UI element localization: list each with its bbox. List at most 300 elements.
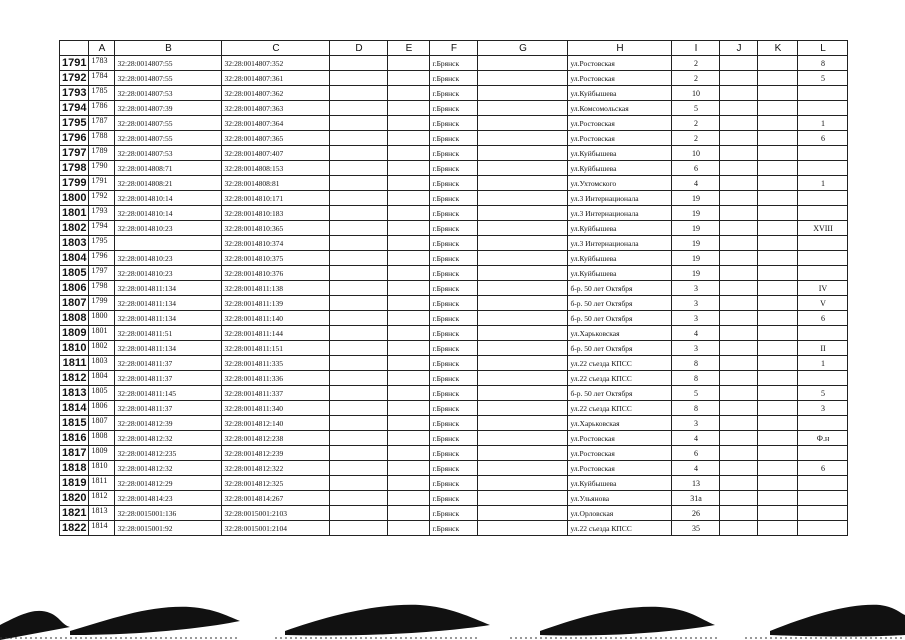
cell-k[interactable] <box>758 176 798 191</box>
cell-l[interactable] <box>798 266 848 281</box>
cell-a[interactable]: 1792 <box>89 191 115 206</box>
cell-i[interactable]: 13 <box>672 476 720 491</box>
cell-c[interactable]: 32:28:0014810:183 <box>222 206 330 221</box>
cell-f[interactable]: г.Брянск <box>430 491 478 506</box>
cell-l[interactable]: 5 <box>798 71 848 86</box>
cell-c[interactable]: 32:28:0014807:362 <box>222 86 330 101</box>
cell-j[interactable] <box>720 491 758 506</box>
cell-f[interactable]: г.Брянск <box>430 401 478 416</box>
column-header-h[interactable]: H <box>568 41 672 56</box>
cell-g[interactable] <box>478 401 568 416</box>
cell-g[interactable] <box>478 461 568 476</box>
cell-k[interactable] <box>758 131 798 146</box>
cell-a[interactable]: 1788 <box>89 131 115 146</box>
cell-h[interactable]: ул.Куйбышева <box>568 86 672 101</box>
cell-e[interactable] <box>388 56 430 71</box>
cell-g[interactable] <box>478 506 568 521</box>
cell-i[interactable]: 8 <box>672 401 720 416</box>
cell-d[interactable] <box>330 281 388 296</box>
cell-l[interactable] <box>798 416 848 431</box>
cell-a[interactable]: 1796 <box>89 251 115 266</box>
cell-d[interactable] <box>330 221 388 236</box>
cell-k[interactable] <box>758 416 798 431</box>
cell-e[interactable] <box>388 371 430 386</box>
cell-b[interactable]: 32:28:0014811:134 <box>115 281 222 296</box>
cell-h[interactable]: ул.Ростовская <box>568 56 672 71</box>
cell-j[interactable] <box>720 311 758 326</box>
cell-f[interactable]: г.Брянск <box>430 326 478 341</box>
cell-g[interactable] <box>478 281 568 296</box>
cell-i[interactable]: 4 <box>672 461 720 476</box>
cell-b[interactable]: 32:28:0014810:23 <box>115 221 222 236</box>
cell-d[interactable] <box>330 146 388 161</box>
cell-j[interactable] <box>720 266 758 281</box>
cell-h[interactable]: ул.Ростовская <box>568 71 672 86</box>
cell-e[interactable] <box>388 431 430 446</box>
cell-h[interactable]: ул.Харьковская <box>568 326 672 341</box>
cell-c[interactable]: 32:28:0014811:340 <box>222 401 330 416</box>
cell-c[interactable]: 32:28:0014812:140 <box>222 416 330 431</box>
cell-d[interactable] <box>330 401 388 416</box>
cell-f[interactable]: г.Брянск <box>430 311 478 326</box>
cell-l[interactable] <box>798 191 848 206</box>
cell-c[interactable]: 32:28:0014807:365 <box>222 131 330 146</box>
cell-j[interactable] <box>720 506 758 521</box>
cell-b[interactable]: 32:28:0014812:32 <box>115 461 222 476</box>
cell-b[interactable]: 32:28:0014811:37 <box>115 356 222 371</box>
cell-l[interactable]: II <box>798 341 848 356</box>
cell-h[interactable]: ул.Ростовская <box>568 131 672 146</box>
cell-i[interactable]: 3 <box>672 416 720 431</box>
cell-e[interactable] <box>388 161 430 176</box>
cell-j[interactable] <box>720 431 758 446</box>
cell-a[interactable]: 1799 <box>89 296 115 311</box>
row-number[interactable]: 1810 <box>60 341 89 356</box>
cell-e[interactable] <box>388 86 430 101</box>
column-header-f[interactable]: F <box>430 41 478 56</box>
cell-g[interactable] <box>478 521 568 536</box>
cell-h[interactable]: ул.3 Интернационала <box>568 206 672 221</box>
row-number[interactable]: 1805 <box>60 266 89 281</box>
cell-b[interactable]: 32:28:0014812:39 <box>115 416 222 431</box>
cell-g[interactable] <box>478 101 568 116</box>
cell-a[interactable]: 1783 <box>89 56 115 71</box>
cell-a[interactable]: 1810 <box>89 461 115 476</box>
cell-l[interactable] <box>798 161 848 176</box>
cell-d[interactable] <box>330 296 388 311</box>
cell-g[interactable] <box>478 236 568 251</box>
cell-h[interactable]: ул.Ростовская <box>568 116 672 131</box>
cell-f[interactable]: г.Брянск <box>430 116 478 131</box>
cell-k[interactable] <box>758 371 798 386</box>
cell-a[interactable]: 1808 <box>89 431 115 446</box>
cell-f[interactable]: г.Брянск <box>430 476 478 491</box>
column-header-b[interactable]: B <box>115 41 222 56</box>
cell-e[interactable] <box>388 191 430 206</box>
cell-e[interactable] <box>388 341 430 356</box>
cell-j[interactable] <box>720 476 758 491</box>
cell-g[interactable] <box>478 371 568 386</box>
cell-g[interactable] <box>478 431 568 446</box>
column-header-d[interactable]: D <box>330 41 388 56</box>
cell-e[interactable] <box>388 206 430 221</box>
cell-j[interactable] <box>720 401 758 416</box>
cell-i[interactable]: 4 <box>672 176 720 191</box>
cell-k[interactable] <box>758 86 798 101</box>
row-number[interactable]: 1802 <box>60 221 89 236</box>
cell-l[interactable] <box>798 86 848 101</box>
cell-h[interactable]: ул.22 съезда КПСС <box>568 356 672 371</box>
cell-b[interactable]: 32:28:0014807:55 <box>115 56 222 71</box>
cell-h[interactable]: ул.Куйбышева <box>568 266 672 281</box>
cell-d[interactable] <box>330 356 388 371</box>
cell-c[interactable]: 32:28:0014811:144 <box>222 326 330 341</box>
cell-l[interactable] <box>798 251 848 266</box>
cell-k[interactable] <box>758 206 798 221</box>
row-number[interactable]: 1793 <box>60 86 89 101</box>
cell-l[interactable] <box>798 101 848 116</box>
cell-f[interactable]: г.Брянск <box>430 281 478 296</box>
cell-h[interactable]: ул.Ульянова <box>568 491 672 506</box>
cell-f[interactable]: г.Брянск <box>430 206 478 221</box>
cell-h[interactable]: ул.Ростовская <box>568 446 672 461</box>
cell-l[interactable] <box>798 371 848 386</box>
cell-a[interactable]: 1793 <box>89 206 115 221</box>
column-header-a[interactable]: A <box>89 41 115 56</box>
cell-g[interactable] <box>478 161 568 176</box>
cell-e[interactable] <box>388 296 430 311</box>
cell-e[interactable] <box>388 251 430 266</box>
cell-k[interactable] <box>758 341 798 356</box>
cell-i[interactable]: 5 <box>672 386 720 401</box>
cell-e[interactable] <box>388 476 430 491</box>
cell-b[interactable]: 32:28:0014811:145 <box>115 386 222 401</box>
cell-d[interactable] <box>330 491 388 506</box>
cell-l[interactable]: 1 <box>798 356 848 371</box>
cell-d[interactable] <box>330 191 388 206</box>
row-number[interactable]: 1799 <box>60 176 89 191</box>
cell-f[interactable]: г.Брянск <box>430 386 478 401</box>
cell-i[interactable]: 26 <box>672 506 720 521</box>
cell-b[interactable]: 32:28:0014810:14 <box>115 191 222 206</box>
cell-c[interactable]: 32:28:0014812:239 <box>222 446 330 461</box>
cell-e[interactable] <box>388 356 430 371</box>
cell-g[interactable] <box>478 146 568 161</box>
cell-g[interactable] <box>478 116 568 131</box>
cell-f[interactable]: г.Брянск <box>430 56 478 71</box>
cell-k[interactable] <box>758 311 798 326</box>
cell-l[interactable]: V <box>798 296 848 311</box>
row-number[interactable]: 1821 <box>60 506 89 521</box>
row-number[interactable]: 1817 <box>60 446 89 461</box>
column-header-e[interactable]: E <box>388 41 430 56</box>
cell-b[interactable]: 32:28:0014808:21 <box>115 176 222 191</box>
cell-b[interactable]: 32:28:0014807:55 <box>115 116 222 131</box>
cell-k[interactable] <box>758 356 798 371</box>
cell-l[interactable]: 8 <box>798 56 848 71</box>
cell-c[interactable]: 32:28:0014812:322 <box>222 461 330 476</box>
corner-cell[interactable] <box>60 41 89 56</box>
cell-l[interactable]: 6 <box>798 461 848 476</box>
cell-i[interactable]: 4 <box>672 431 720 446</box>
cell-f[interactable]: г.Брянск <box>430 131 478 146</box>
cell-i[interactable]: 19 <box>672 251 720 266</box>
cell-a[interactable]: 1795 <box>89 236 115 251</box>
cell-g[interactable] <box>478 386 568 401</box>
cell-f[interactable]: г.Брянск <box>430 296 478 311</box>
cell-h[interactable]: б-р. 50 лет Октября <box>568 296 672 311</box>
cell-c[interactable]: 32:28:0014807:363 <box>222 101 330 116</box>
cell-c[interactable]: 32:28:0014811:139 <box>222 296 330 311</box>
row-number[interactable]: 1820 <box>60 491 89 506</box>
cell-h[interactable]: ул.Ростовская <box>568 431 672 446</box>
row-number[interactable]: 1796 <box>60 131 89 146</box>
cell-d[interactable] <box>330 101 388 116</box>
cell-l[interactable] <box>798 521 848 536</box>
cell-j[interactable] <box>720 221 758 236</box>
cell-e[interactable] <box>388 281 430 296</box>
cell-l[interactable]: 3 <box>798 401 848 416</box>
cell-b[interactable]: 32:28:0015001:136 <box>115 506 222 521</box>
cell-b[interactable]: 32:28:0014811:37 <box>115 401 222 416</box>
cell-i[interactable]: 3 <box>672 341 720 356</box>
cell-g[interactable] <box>478 326 568 341</box>
row-number[interactable]: 1804 <box>60 251 89 266</box>
row-number[interactable]: 1807 <box>60 296 89 311</box>
cell-i[interactable]: 3 <box>672 311 720 326</box>
column-header-g[interactable]: G <box>478 41 568 56</box>
row-number[interactable]: 1800 <box>60 191 89 206</box>
cell-e[interactable] <box>388 326 430 341</box>
cell-d[interactable] <box>330 131 388 146</box>
cell-j[interactable] <box>720 71 758 86</box>
cell-i[interactable]: 6 <box>672 161 720 176</box>
cell-f[interactable]: г.Брянск <box>430 431 478 446</box>
cell-l[interactable] <box>798 476 848 491</box>
cell-b[interactable]: 32:28:0014812:32 <box>115 431 222 446</box>
cell-l[interactable]: Ф.н <box>798 431 848 446</box>
cell-h[interactable]: ул.Харьковская <box>568 416 672 431</box>
cell-f[interactable]: г.Брянск <box>430 521 478 536</box>
cell-c[interactable]: 32:28:0014811:151 <box>222 341 330 356</box>
row-number[interactable]: 1806 <box>60 281 89 296</box>
cell-f[interactable]: г.Брянск <box>430 101 478 116</box>
cell-i[interactable]: 19 <box>672 206 720 221</box>
cell-k[interactable] <box>758 146 798 161</box>
cell-g[interactable] <box>478 86 568 101</box>
cell-b[interactable]: 32:28:0014807:55 <box>115 71 222 86</box>
cell-e[interactable] <box>388 146 430 161</box>
cell-f[interactable]: г.Брянск <box>430 236 478 251</box>
row-number[interactable]: 1811 <box>60 356 89 371</box>
cell-d[interactable] <box>330 341 388 356</box>
cell-b[interactable]: 32:28:0014811:134 <box>115 296 222 311</box>
cell-i[interactable]: 8 <box>672 371 720 386</box>
cell-f[interactable]: г.Брянск <box>430 416 478 431</box>
cell-c[interactable]: 32:28:0014810:376 <box>222 266 330 281</box>
row-number[interactable]: 1795 <box>60 116 89 131</box>
cell-d[interactable] <box>330 461 388 476</box>
cell-j[interactable] <box>720 236 758 251</box>
cell-c[interactable]: 32:28:0014807:361 <box>222 71 330 86</box>
cell-k[interactable] <box>758 161 798 176</box>
cell-f[interactable]: г.Брянск <box>430 146 478 161</box>
cell-l[interactable]: 1 <box>798 176 848 191</box>
cell-j[interactable] <box>720 146 758 161</box>
cell-j[interactable] <box>720 86 758 101</box>
cell-i[interactable]: 19 <box>672 221 720 236</box>
cell-g[interactable] <box>478 266 568 281</box>
cell-e[interactable] <box>388 266 430 281</box>
cell-c[interactable]: 32:28:0015001:2104 <box>222 521 330 536</box>
cell-g[interactable] <box>478 191 568 206</box>
cell-g[interactable] <box>478 251 568 266</box>
cell-k[interactable] <box>758 56 798 71</box>
cell-a[interactable]: 1806 <box>89 401 115 416</box>
cell-a[interactable]: 1785 <box>89 86 115 101</box>
cell-l[interactable]: 6 <box>798 131 848 146</box>
cell-k[interactable] <box>758 461 798 476</box>
cell-g[interactable] <box>478 56 568 71</box>
cell-b[interactable]: 32:28:0014811:134 <box>115 341 222 356</box>
cell-k[interactable] <box>758 386 798 401</box>
cell-i[interactable]: 5 <box>672 101 720 116</box>
cell-h[interactable]: б-р. 50 лет Октября <box>568 386 672 401</box>
cell-g[interactable] <box>478 296 568 311</box>
cell-e[interactable] <box>388 521 430 536</box>
cell-d[interactable] <box>330 386 388 401</box>
cell-l[interactable] <box>798 146 848 161</box>
cell-j[interactable] <box>720 191 758 206</box>
cell-b[interactable]: 32:28:0014811:134 <box>115 311 222 326</box>
cell-a[interactable]: 1784 <box>89 71 115 86</box>
row-number[interactable]: 1794 <box>60 101 89 116</box>
cell-b[interactable]: 32:28:0014810:23 <box>115 251 222 266</box>
row-number[interactable]: 1791 <box>60 56 89 71</box>
cell-a[interactable]: 1803 <box>89 356 115 371</box>
cell-h[interactable]: ул.Куйбышева <box>568 161 672 176</box>
cell-a[interactable]: 1813 <box>89 506 115 521</box>
cell-b[interactable]: 32:28:0014807:39 <box>115 101 222 116</box>
cell-c[interactable]: 32:28:0014812:238 <box>222 431 330 446</box>
cell-d[interactable] <box>330 161 388 176</box>
cell-j[interactable] <box>720 341 758 356</box>
cell-l[interactable]: 1 <box>798 116 848 131</box>
cell-d[interactable] <box>330 431 388 446</box>
row-number[interactable]: 1809 <box>60 326 89 341</box>
cell-e[interactable] <box>388 221 430 236</box>
cell-g[interactable] <box>478 311 568 326</box>
cell-h[interactable]: ул.3 Интернационала <box>568 191 672 206</box>
cell-a[interactable]: 1800 <box>89 311 115 326</box>
cell-h[interactable]: ул.22 съезда КПСС <box>568 401 672 416</box>
cell-g[interactable] <box>478 131 568 146</box>
cell-g[interactable] <box>478 176 568 191</box>
row-number[interactable]: 1822 <box>60 521 89 536</box>
column-header-k[interactable]: K <box>758 41 798 56</box>
cell-c[interactable]: 32:28:0014810:374 <box>222 236 330 251</box>
cell-j[interactable] <box>720 101 758 116</box>
cell-b[interactable]: 32:28:0014811:37 <box>115 371 222 386</box>
cell-k[interactable] <box>758 116 798 131</box>
cell-b[interactable]: 32:28:0014808:71 <box>115 161 222 176</box>
column-header-c[interactable]: C <box>222 41 330 56</box>
cell-g[interactable] <box>478 416 568 431</box>
cell-h[interactable]: б-р. 50 лет Октября <box>568 311 672 326</box>
cell-a[interactable]: 1812 <box>89 491 115 506</box>
cell-d[interactable] <box>330 56 388 71</box>
cell-j[interactable] <box>720 176 758 191</box>
cell-e[interactable] <box>388 71 430 86</box>
cell-b[interactable]: 32:28:0014811:51 <box>115 326 222 341</box>
cell-i[interactable]: 2 <box>672 131 720 146</box>
cell-a[interactable]: 1807 <box>89 416 115 431</box>
cell-i[interactable]: 2 <box>672 56 720 71</box>
cell-j[interactable] <box>720 56 758 71</box>
cell-l[interactable] <box>798 236 848 251</box>
cell-e[interactable] <box>388 101 430 116</box>
cell-i[interactable]: 31а <box>672 491 720 506</box>
cell-f[interactable]: г.Брянск <box>430 341 478 356</box>
cell-l[interactable] <box>798 206 848 221</box>
cell-d[interactable] <box>330 86 388 101</box>
cell-c[interactable]: 32:28:0014811:336 <box>222 371 330 386</box>
cell-a[interactable]: 1787 <box>89 116 115 131</box>
cell-k[interactable] <box>758 491 798 506</box>
cell-k[interactable] <box>758 266 798 281</box>
cell-k[interactable] <box>758 401 798 416</box>
cell-a[interactable]: 1801 <box>89 326 115 341</box>
cell-f[interactable]: г.Брянск <box>430 86 478 101</box>
cell-b[interactable]: 32:28:0014810:14 <box>115 206 222 221</box>
cell-h[interactable]: ул.Комсомольская <box>568 101 672 116</box>
row-number[interactable]: 1815 <box>60 416 89 431</box>
cell-c[interactable]: 32:28:0014811:140 <box>222 311 330 326</box>
cell-a[interactable]: 1798 <box>89 281 115 296</box>
cell-c[interactable]: 32:28:0014808:81 <box>222 176 330 191</box>
column-header-l[interactable]: L <box>798 41 848 56</box>
cell-g[interactable] <box>478 491 568 506</box>
cell-f[interactable]: г.Брянск <box>430 71 478 86</box>
cell-f[interactable]: г.Брянск <box>430 161 478 176</box>
cell-j[interactable] <box>720 326 758 341</box>
cell-e[interactable] <box>388 401 430 416</box>
cell-k[interactable] <box>758 71 798 86</box>
cell-j[interactable] <box>720 206 758 221</box>
cell-d[interactable] <box>330 506 388 521</box>
cell-a[interactable]: 1789 <box>89 146 115 161</box>
cell-f[interactable]: г.Брянск <box>430 446 478 461</box>
cell-j[interactable] <box>720 131 758 146</box>
cell-c[interactable]: 32:28:0014807:352 <box>222 56 330 71</box>
cell-k[interactable] <box>758 221 798 236</box>
cell-j[interactable] <box>720 371 758 386</box>
cell-l[interactable]: IV <box>798 281 848 296</box>
cell-h[interactable]: ул.Куйбышева <box>568 221 672 236</box>
cell-f[interactable]: г.Брянск <box>430 251 478 266</box>
cell-f[interactable]: г.Брянск <box>430 221 478 236</box>
cell-k[interactable] <box>758 236 798 251</box>
cell-c[interactable]: 32:28:0014814:267 <box>222 491 330 506</box>
cell-d[interactable] <box>330 71 388 86</box>
cell-j[interactable] <box>720 446 758 461</box>
cell-j[interactable] <box>720 416 758 431</box>
cell-a[interactable]: 1786 <box>89 101 115 116</box>
cell-l[interactable] <box>798 446 848 461</box>
row-number[interactable]: 1816 <box>60 431 89 446</box>
cell-f[interactable]: г.Брянск <box>430 266 478 281</box>
cell-c[interactable]: 32:28:0014812:325 <box>222 476 330 491</box>
